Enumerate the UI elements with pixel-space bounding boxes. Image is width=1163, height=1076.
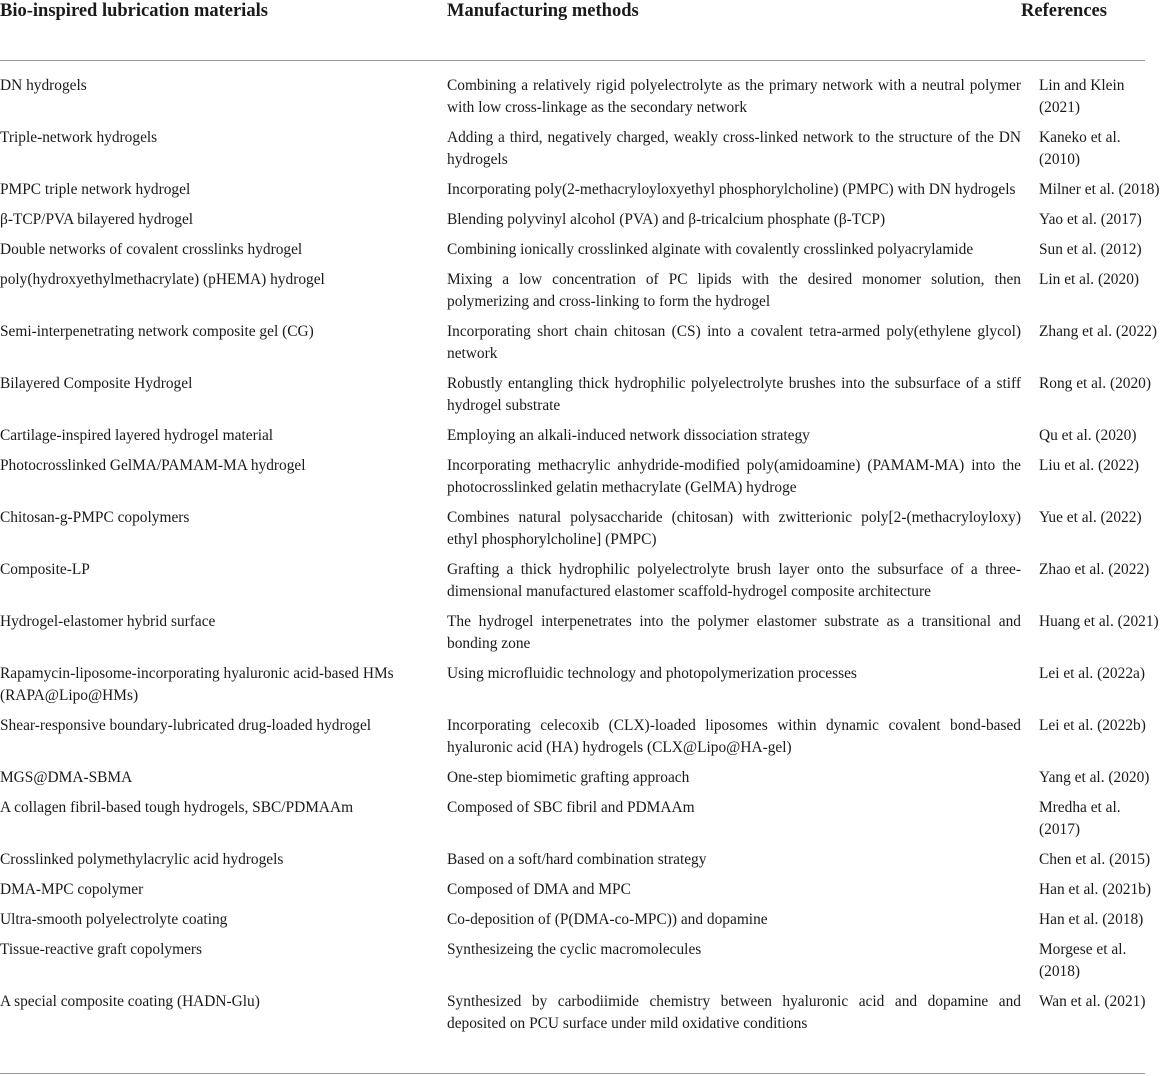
table-header — [0, 0, 1145, 60]
reference-cell: Chen et al. (2015) — [1039, 851, 1151, 868]
table-row — [0, 127, 1163, 179]
table-row — [0, 909, 1163, 939]
method-cell: Incorporating poly(2-methacryloyloxyethyl phosphorylcholine) (PMPC) with DN hydrogels — [447, 181, 1016, 198]
method-cell: Robustly entangling thick hydrophilic polyelectrolyte brushes into the subsurface of a stiff hydrogel substrate — [447, 375, 1021, 414]
bottom-rule — [0, 1073, 1145, 1074]
method-cell: Based on a soft/hard combination strategy — [447, 851, 707, 868]
material-cell: Shear-responsive boundary-lubricated drug-loaded hydrogel — [0, 717, 372, 734]
method-cell: Combining a relatively rigid polyelectrolyte as the primary network with a neutral polymer with low cross-linkage as the secondary network — [447, 77, 1021, 116]
material-cell: Triple-network hydrogels — [0, 129, 158, 146]
header-rule — [0, 60, 1145, 61]
reference-cell: Liu et al. (2022) — [1039, 457, 1140, 474]
table-row — [0, 879, 1163, 909]
table-row — [0, 715, 1163, 767]
table-row — [0, 209, 1163, 239]
reference-cell: Lin and Klein (2021) — [1039, 77, 1125, 116]
method-cell: Grafting a thick hydrophilic polyelectrolyte brush layer onto the subsurface of a three-dimensional manufactured elastomer scaffold-hydrogel composite architecture — [447, 561, 1021, 600]
table-row — [0, 767, 1163, 797]
material-cell: Semi-interpenetrating network composite gel (CG) — [0, 323, 314, 340]
material-cell: Photocrosslinked GelMA/PAMAM-MA hydrogel — [0, 457, 306, 474]
material-cell: Composite-LP — [0, 561, 90, 578]
material-cell: MGS@DMA-SBMA — [0, 769, 133, 786]
table-row — [0, 507, 1163, 559]
reference-cell: Lei et al. (2022b) — [1039, 717, 1146, 734]
material-cell: DN hydrogels — [0, 77, 87, 94]
column-header-materials: Bio-inspired lubrication materials — [0, 1, 268, 21]
table-row — [0, 939, 1163, 991]
method-cell: Employing an alkali-induced network dissociation strategy — [447, 427, 810, 444]
reference-cell: Qu et al. (2020) — [1039, 427, 1137, 444]
reference-cell: Mredha et al. (2017) — [1039, 799, 1121, 838]
method-cell: Combines natural polysaccharide (chitosan) with zwitterionic poly[2-(methacryloyloxy) ethyl phosphorylcholine] (PMPC) — [447, 509, 1021, 548]
table-row — [0, 373, 1163, 425]
reference-cell: Wan et al. (2021) — [1039, 993, 1146, 1010]
reference-cell: Yue et al. (2022) — [1039, 509, 1142, 526]
column-header-references: References — [1021, 1, 1107, 21]
reference-cell: Yang et al. (2020) — [1039, 769, 1150, 786]
material-cell: poly(hydroxyethylmethacrylate) (pHEMA) hydrogel — [0, 271, 325, 288]
reference-cell: Huang et al. (2021) — [1039, 613, 1159, 630]
table-row — [0, 611, 1163, 663]
reference-cell: Sun et al. (2012) — [1039, 241, 1142, 258]
column-header-methods: Manufacturing methods — [447, 1, 639, 21]
material-cell: Bilayered Composite Hydrogel — [0, 375, 193, 392]
table-row — [0, 239, 1163, 269]
method-cell: The hydrogel interpenetrates into the polymer elastomer substrate as a transitional and bonding zone — [447, 613, 1021, 652]
method-cell: Mixing a low concentration of PC lipids with the desired monomer solution, then polymerizing and cross-linking to form the hydrogel — [447, 271, 1021, 310]
reference-cell: Milner et al. (2018) — [1039, 181, 1160, 198]
reference-cell: Zhang et al. (2022) — [1039, 323, 1157, 340]
table-row — [0, 797, 1163, 849]
material-cell: A special composite coating (HADN-Glu) — [0, 993, 260, 1010]
reference-cell: Lei et al. (2022a) — [1039, 665, 1145, 682]
materials-table — [0, 75, 1163, 1043]
table-row — [0, 179, 1163, 209]
method-cell: Adding a third, negatively charged, weakly cross-linked network to the structure of the DN hydrogels — [447, 129, 1021, 168]
material-cell: Chitosan-g-PMPC copolymers — [0, 509, 190, 526]
table-row — [0, 425, 1163, 455]
table-body — [0, 75, 1163, 1043]
table-row — [0, 321, 1163, 373]
table-row — [0, 991, 1163, 1043]
material-cell: Double networks of covalent crosslinks hydrogel — [0, 241, 303, 258]
method-cell: Using microfluidic technology and photopolymerization processes — [447, 665, 857, 682]
material-cell: Rapamycin-liposome-incorporating hyaluronic acid-based HMs (RAPA@Lipo@HMs) — [0, 665, 394, 704]
method-cell: Synthesizeing the cyclic macromolecules — [447, 941, 702, 958]
material-cell: Tissue-reactive graft copolymers — [0, 941, 203, 958]
method-cell: Composed of SBC fibril and PDMAAm — [447, 799, 695, 816]
method-cell: Composed of DMA and MPC — [447, 881, 631, 898]
table-row — [0, 455, 1163, 507]
table-row — [0, 559, 1163, 611]
reference-cell: Yao et al. (2017) — [1039, 211, 1142, 228]
reference-cell: Han et al. (2021b) — [1039, 881, 1151, 898]
method-cell: Blending polyvinyl alcohol (PVA) and β-tricalcium phosphate (β-TCP) — [447, 211, 886, 228]
material-cell: PMPC triple network hydrogel — [0, 181, 191, 198]
method-cell: Incorporating celecoxib (CLX)-loaded liposomes within dynamic covalent bond-based hyaluronic acid (HA) hydrogels (CLX@Lipo@HA-gel) — [447, 717, 1021, 756]
method-cell: Co-deposition of (P(DMA-co-MPC)) and dopamine — [447, 911, 768, 928]
material-cell: A collagen fibril-based tough hydrogels, SBC/PDMAAm — [0, 799, 354, 816]
material-cell: β-TCP/PVA bilayered hydrogel — [0, 211, 194, 228]
material-cell: DMA-MPC copolymer — [0, 881, 144, 898]
method-cell: One-step biomimetic grafting approach — [447, 769, 690, 786]
method-cell: Incorporating methacrylic anhydride-modified poly(amidoamine) (PAMAM-MA) into the photocrosslinked gelatin methacrylate (GelMA) hydroge — [447, 457, 1021, 496]
table-row — [0, 849, 1163, 879]
reference-cell: Morgese et al. (2018) — [1039, 941, 1127, 980]
method-cell: Incorporating short chain chitosan (CS) into a covalent tetra-armed poly(ethylene glycol) network — [447, 323, 1021, 362]
material-cell: Crosslinked polymethylacrylic acid hydrogels — [0, 851, 284, 868]
reference-cell: Kaneko et al. (2010) — [1039, 129, 1121, 168]
table-row — [0, 269, 1163, 321]
material-cell: Hydrogel-elastomer hybrid surface — [0, 613, 216, 630]
reference-cell: Zhao et al. (2022) — [1039, 561, 1150, 578]
reference-cell: Lin et al. (2020) — [1039, 271, 1140, 288]
reference-cell: Rong et al. (2020) — [1039, 375, 1151, 392]
table-row — [0, 75, 1163, 127]
table-row — [0, 663, 1163, 715]
reference-cell: Han et al. (2018) — [1039, 911, 1144, 928]
material-cell: Ultra-smooth polyelectrolyte coating — [0, 911, 228, 928]
method-cell: Synthesized by carbodiimide chemistry between hyaluronic acid and dopamine and deposited on PCU surface under mild oxidative conditions — [447, 993, 1021, 1032]
material-cell: Cartilage-inspired layered hydrogel material — [0, 427, 274, 444]
method-cell: Combining ionically crosslinked alginate with covalently crosslinked polyacrylamide — [447, 241, 974, 258]
